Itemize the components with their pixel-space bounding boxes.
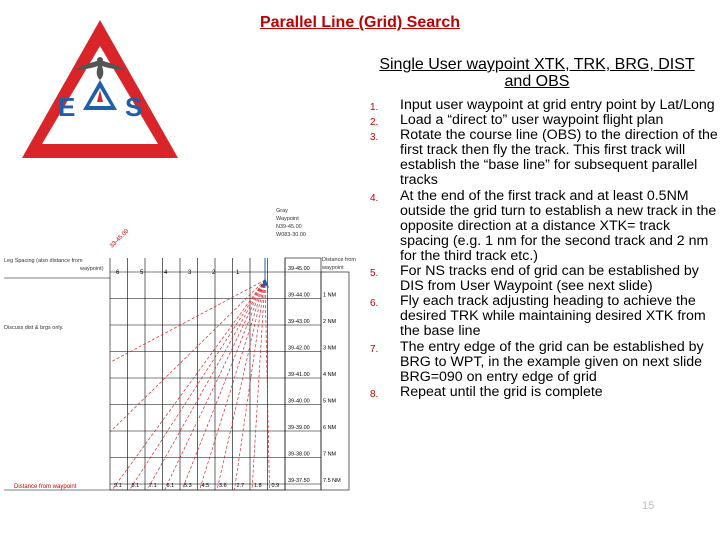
row-lat-label: 39-45.00 bbox=[288, 266, 310, 272]
discuss-label: Discuss dist & brgs only. bbox=[4, 325, 64, 331]
step-text: At the end of the first track and at least 0.5NM outside the grid turn to establish a new track in the opposite direction at a distance XTK= track spacing (e.g. 1 nm for the second track and 2 nm for the third track etc.) bbox=[400, 187, 717, 264]
grid-search-diagram bbox=[0, 196, 362, 496]
waypoint-label-1: Gray bbox=[276, 208, 288, 214]
row-dist-label: 2 NM bbox=[323, 319, 337, 325]
row-lat-label: 39-41.00 bbox=[288, 372, 310, 378]
bottom-distance-number: 6.1 bbox=[166, 483, 175, 489]
bearing-lines bbox=[110, 280, 270, 490]
step-text: Load a “direct to” user waypoint flight plan bbox=[400, 112, 664, 129]
bottom-distance-number: 1.8 bbox=[254, 483, 262, 489]
distance-label-2: waypoint bbox=[322, 265, 344, 271]
row-lat-label: 39-38.00 bbox=[288, 451, 310, 458]
waypoint-label-3: N39-45.00 bbox=[276, 224, 302, 230]
step-number: 6. bbox=[370, 298, 379, 310]
step-number: 4. bbox=[370, 192, 379, 204]
step-text: Fly each track adjusting heading to achieve the desired TRK while maintaining desired XTK from the base line bbox=[400, 293, 706, 340]
top-leg-number: 6 bbox=[116, 270, 120, 276]
row-lat-label: 39-39.00 bbox=[288, 425, 310, 431]
step-text: The entry edge of the grid can be established by BRG to WPT, in the example given on next slide BRG=090 on entry edge of grid bbox=[400, 338, 704, 385]
step-item bbox=[366, 294, 718, 339]
bottom-distance-number: 4.5 bbox=[201, 483, 210, 489]
top-leg-number: 3 bbox=[188, 270, 192, 276]
step-item bbox=[366, 264, 718, 294]
top-leg-number: 2 bbox=[212, 270, 216, 276]
step-item bbox=[366, 113, 718, 128]
step-item bbox=[366, 189, 718, 264]
step-text: Input user waypoint at grid entry point by Lat/Long bbox=[400, 97, 715, 113]
waypoint-label-2: Waypoint bbox=[276, 216, 299, 222]
row-lat-label: 39-43.00 bbox=[288, 319, 310, 325]
corner-label: 33-45.00 bbox=[109, 228, 131, 250]
bearing-line bbox=[182, 280, 265, 490]
row-dist-label: 3 NM bbox=[323, 345, 337, 352]
leg-spacing-label-1: Leg Spacing (also distance from bbox=[4, 258, 83, 264]
step-text: For NS tracks end of grid can be established by DIS from User Waypoint (see next slide) bbox=[400, 263, 699, 295]
step-item bbox=[366, 128, 718, 188]
bearing-line bbox=[252, 280, 265, 490]
top-leg-number: 5 bbox=[140, 270, 144, 276]
bottom-distance-number: 0.9 bbox=[271, 483, 280, 489]
logo-letter-s: S bbox=[125, 92, 143, 122]
bottom-distance-number: 8.1 bbox=[131, 483, 140, 489]
bottom-distance-number: 3.6 bbox=[219, 483, 227, 489]
ces-logo bbox=[20, 18, 180, 168]
bearing-line bbox=[112, 280, 265, 490]
step-item bbox=[366, 340, 718, 385]
slide-title: Parallel Line (Grid) Search bbox=[259, 14, 461, 31]
step-item bbox=[366, 98, 718, 113]
step-item bbox=[366, 385, 718, 400]
grid-values bbox=[114, 266, 341, 489]
step-number: 1. bbox=[370, 102, 379, 113]
step-text: Repeat until the grid is complete bbox=[400, 383, 603, 400]
step-number: 3. bbox=[370, 132, 379, 144]
row-dist-label: 5 NM bbox=[323, 398, 337, 405]
step-number: 5. bbox=[370, 268, 379, 280]
waypoint-label-4: W083-30.00 bbox=[276, 232, 306, 238]
row-dist-label: 7 NM bbox=[323, 451, 337, 458]
step-number: 8. bbox=[370, 388, 379, 400]
top-leg-number: 1 bbox=[236, 270, 240, 276]
bottom-distance-number: 7.1 bbox=[149, 483, 157, 489]
bottom-distance-number: 5.3 bbox=[184, 483, 192, 489]
leg-spacing-label-2: waypoint) bbox=[80, 266, 104, 272]
slide-subtitle: Single User waypoint XTK, TRK, BRG, DIST and OBS bbox=[379, 56, 695, 90]
top-leg-number: 4 bbox=[164, 270, 168, 276]
bottom-distance-label: Distance from waypoint bbox=[14, 484, 77, 490]
row-lat-label: 39-42.00 bbox=[288, 345, 310, 352]
row-lat-label: 39-37.50 bbox=[288, 478, 310, 484]
steps-list bbox=[366, 98, 718, 400]
row-lat-label: 39-40.00 bbox=[288, 398, 310, 405]
row-dist-label: 4 NM bbox=[323, 372, 337, 378]
bearing-line bbox=[110, 280, 265, 432]
step-number: 7. bbox=[370, 343, 379, 355]
row-lat-label: 39-44.00 bbox=[288, 292, 310, 299]
step-number: 2. bbox=[370, 117, 379, 129]
row-dist-label: 6 NM bbox=[323, 425, 337, 431]
distance-label-1: Distance from bbox=[322, 257, 356, 263]
step-text: Rotate the course line (OBS) to the direction of the first track then fly the track. This first track will establish the “base line” for subsequent parallel tracks bbox=[400, 127, 718, 189]
row-dist-label: 7.5 NM bbox=[323, 478, 341, 484]
bearing-line bbox=[217, 280, 265, 490]
row-dist-label: 1 NM bbox=[323, 292, 337, 299]
bottom-distance-number: 2.7 bbox=[236, 483, 245, 489]
logo-letter-e: E bbox=[58, 92, 76, 122]
bottom-distance-number: 9.1 bbox=[114, 483, 122, 489]
slide-number: 15 bbox=[642, 500, 655, 512]
